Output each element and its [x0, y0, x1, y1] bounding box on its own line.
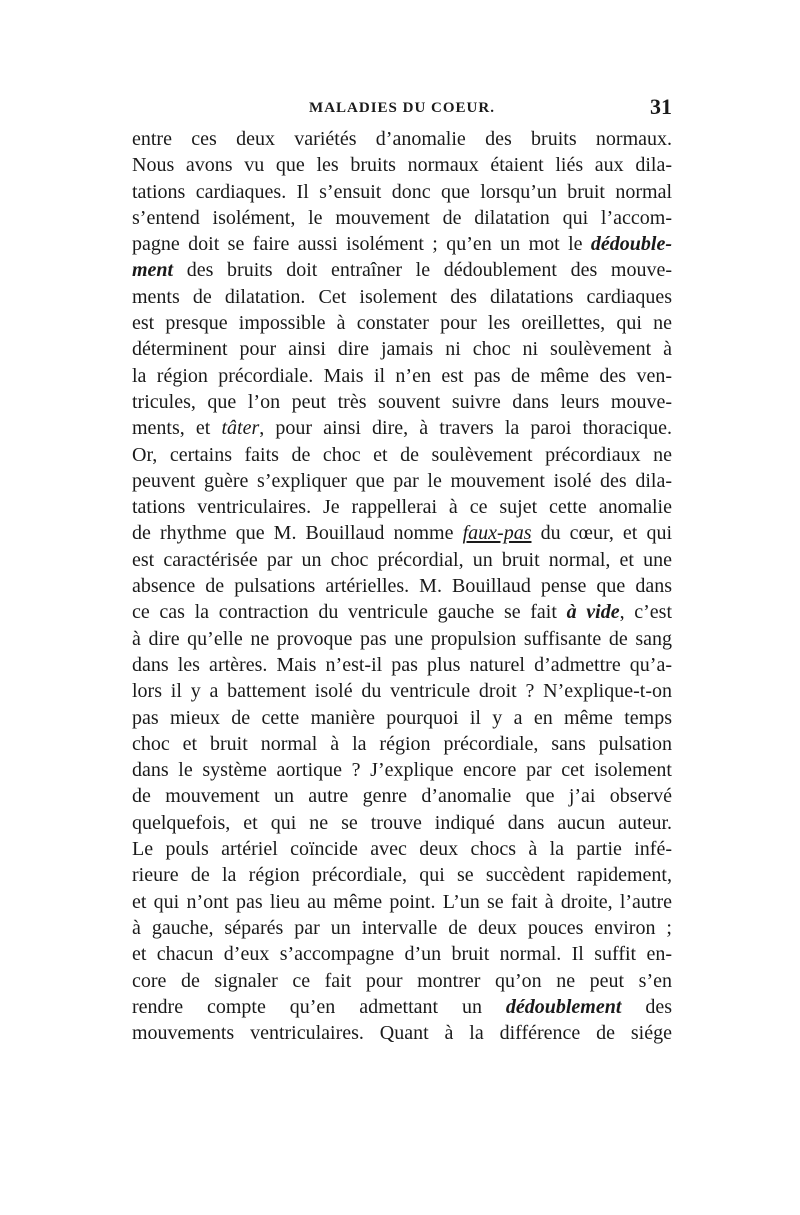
text-line: peuvent guère s’expliquer que par le mouvement isolé des dila- — [132, 469, 672, 492]
text-line: de rhythme que M. Bouillaud nomme faux-pas du cœur, et qui — [132, 522, 672, 545]
text-line: rieure de la région précordiale, qui se succèdent rapidement, — [132, 864, 672, 887]
text-line: ment des bruits doit entraîner le dédoublement des mouve- — [132, 259, 672, 282]
text-line: à dire qu’elle ne provoque pas une propulsion suffisante de sang — [132, 627, 672, 650]
text-line: Or, certains faits de choc et de soulèvement précordiaux ne — [132, 443, 672, 466]
text-line: Le pouls artériel coïncide avec deux chocs à la partie infé- — [132, 838, 672, 861]
text-line: déterminent pour ainsi dire jamais ni choc ni soulèvement à — [132, 338, 672, 361]
emphasis-dedoublement: dédoublement — [505, 995, 622, 1018]
emphasis-ment: ment — [132, 259, 174, 282]
text-line: entre ces deux variétés d’anomalie des bruits normaux. — [132, 128, 672, 150]
text-line: pas mieux de cette manière pourquoi il y a en même temps — [132, 706, 672, 729]
text-line: ments de dilatation. Cet isolement des dilatations cardiaques — [132, 285, 672, 308]
text-line: choc et bruit normal à la région précordiale, sans pulsation — [132, 732, 672, 755]
text-line: ments, et tâter, pour ainsi dire, à travers la paroi thoracique. — [132, 417, 672, 440]
text-line: lors il y a battement isolé du ventricule droit ? N’explique-t-on — [132, 680, 672, 703]
text-line: tations ventriculaires. Je rappellerai à ce sujet cette anomalie — [132, 496, 672, 519]
running-head — [132, 96, 672, 120]
emphasis-faux-pas: faux-pas — [462, 522, 532, 545]
text-line: est presque impossible à constater pour les oreillettes, qui ne — [132, 312, 672, 335]
page-number: 31 — [650, 94, 672, 119]
text-line: Nous avons vu que les bruits normaux étaient liés aux dila- — [132, 154, 672, 177]
body-text — [132, 126, 672, 1046]
text-line: tricules, que l’on peut très souvent suivre dans leurs mouve- — [132, 390, 672, 413]
emphasis-tater: tâter — [221, 417, 260, 440]
text-line: la région précordiale. Mais il n’en est pas de même des ven- — [132, 364, 672, 387]
text-line: de mouvement un autre genre d’anomalie que j’ai observé — [132, 785, 672, 808]
text-line: pagne doit se faire aussi isolément ; qu’en un mot le dédouble- — [132, 233, 673, 256]
text-line: tations cardiaques. Il s’ensuit donc que lorsqu’un bruit normal — [132, 180, 672, 203]
text-line: rendre compte qu’en admettant un dédoublement des — [132, 995, 672, 1018]
text-line: absence de pulsations artérielles. M. Bouillaud pense que dans — [132, 575, 672, 598]
emphasis-a-vide: à vide — [566, 601, 620, 624]
text-line: dans les artères. Mais n’est-il pas plus naturel d’admettre qu’a- — [132, 653, 672, 676]
text-line: est caractérisée par un choc précordial, un bruit normal, et une — [132, 548, 672, 571]
text-line: core de signaler ce fait pour montrer qu’on ne peut s’en — [132, 969, 672, 992]
text-line: à gauche, séparés par un intervalle de deux pouces environ ; — [132, 916, 672, 939]
text-line: quelquefois, et qui ne se trouve indiqué dans aucun auteur. — [132, 811, 672, 834]
text-line: et qui n’ont pas lieu au même point. L’un se fait à droite, l’autre — [132, 890, 672, 913]
text-line: et chacun d’eux s’accompagne d’un bruit normal. Il suffit en- — [132, 943, 672, 966]
text-line: ce cas la contraction du ventricule gauche se fait à vide, c’est — [132, 601, 672, 624]
text-line: s’entend isolément, le mouvement de dilatation qui l’accom- — [132, 206, 672, 229]
text-line: dans le système aortique ? J’explique encore par cet isolement — [132, 759, 672, 782]
emphasis-dedouble: dédouble- — [590, 233, 673, 256]
running-title: MALADIES DU COEUR. — [309, 100, 495, 116]
text-line: mouvements ventriculaires. Quant à la différence de siége — [132, 1022, 672, 1045]
